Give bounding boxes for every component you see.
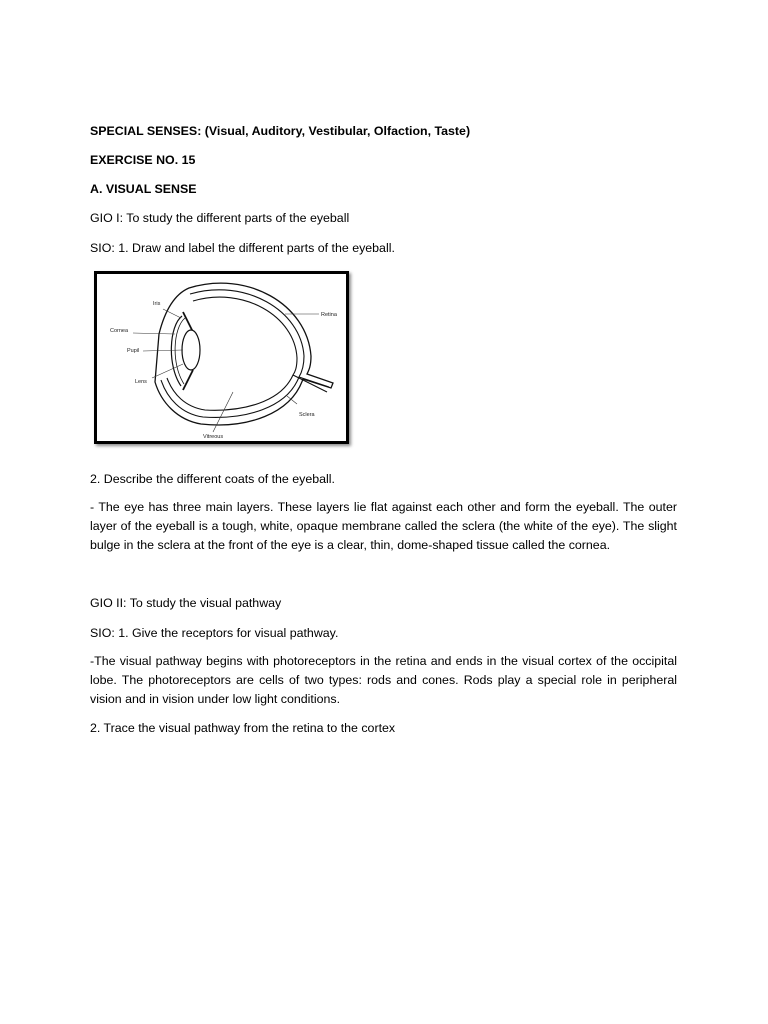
- section-title: A. VISUAL SENSE: [90, 182, 197, 196]
- answer-coats: - The eye has three main layers. These layers lie flat against each other and form the eyeball. The outer layer of the eyeball is a tough, white, opaque membrane called the sclera (the white of the eye). The slight bulge in the sclera at the front of the eye is a clear, thin, dome-shaped tissue called the cornea.: [90, 500, 677, 552]
- gio-1: GIO I: To study the different parts of the eyeball: [90, 211, 350, 225]
- question-trace-pathway: 2. Trace the visual pathway from the retina to the cortex: [90, 721, 396, 735]
- eyeball-diagram: [94, 271, 349, 444]
- label-cornea: Cornea: [110, 328, 129, 334]
- label-retina: Retina: [321, 312, 337, 318]
- answer-receptors: -The visual pathway begins with photoreceptors in the retina and ends in the visual cortex of the occipital lobe. The photoreceptors are cells of two types: rods and cones. Rods play a special role in peripheral vision and in vision under low light conditions.: [90, 654, 677, 706]
- label-sclera: Sclera: [299, 412, 315, 418]
- label-lens: Lens: [135, 379, 147, 385]
- label-iris: Iris: [153, 301, 161, 307]
- label-pupil: Pupil: [127, 348, 140, 354]
- eyeball-drawing: [97, 274, 346, 441]
- label-vitreous: Vitreous: [203, 434, 224, 440]
- sio-1: SIO: 1. Draw and label the different parts of the eyeball.: [90, 241, 395, 255]
- cornea-outline: [171, 316, 182, 386]
- exercise-number: EXERCISE NO. 15: [90, 153, 196, 167]
- sio-2: SIO: 1. Give the receptors for visual pathway.: [90, 626, 339, 640]
- lens-outline: [182, 330, 200, 370]
- question-2: 2. Describe the different coats of the eyeball.: [90, 472, 335, 486]
- document-heading: SPECIAL SENSES: (Visual, Auditory, Vestibular, Olfaction, Taste): [90, 124, 471, 138]
- gio-2: GIO II: To study the visual pathway: [90, 596, 282, 610]
